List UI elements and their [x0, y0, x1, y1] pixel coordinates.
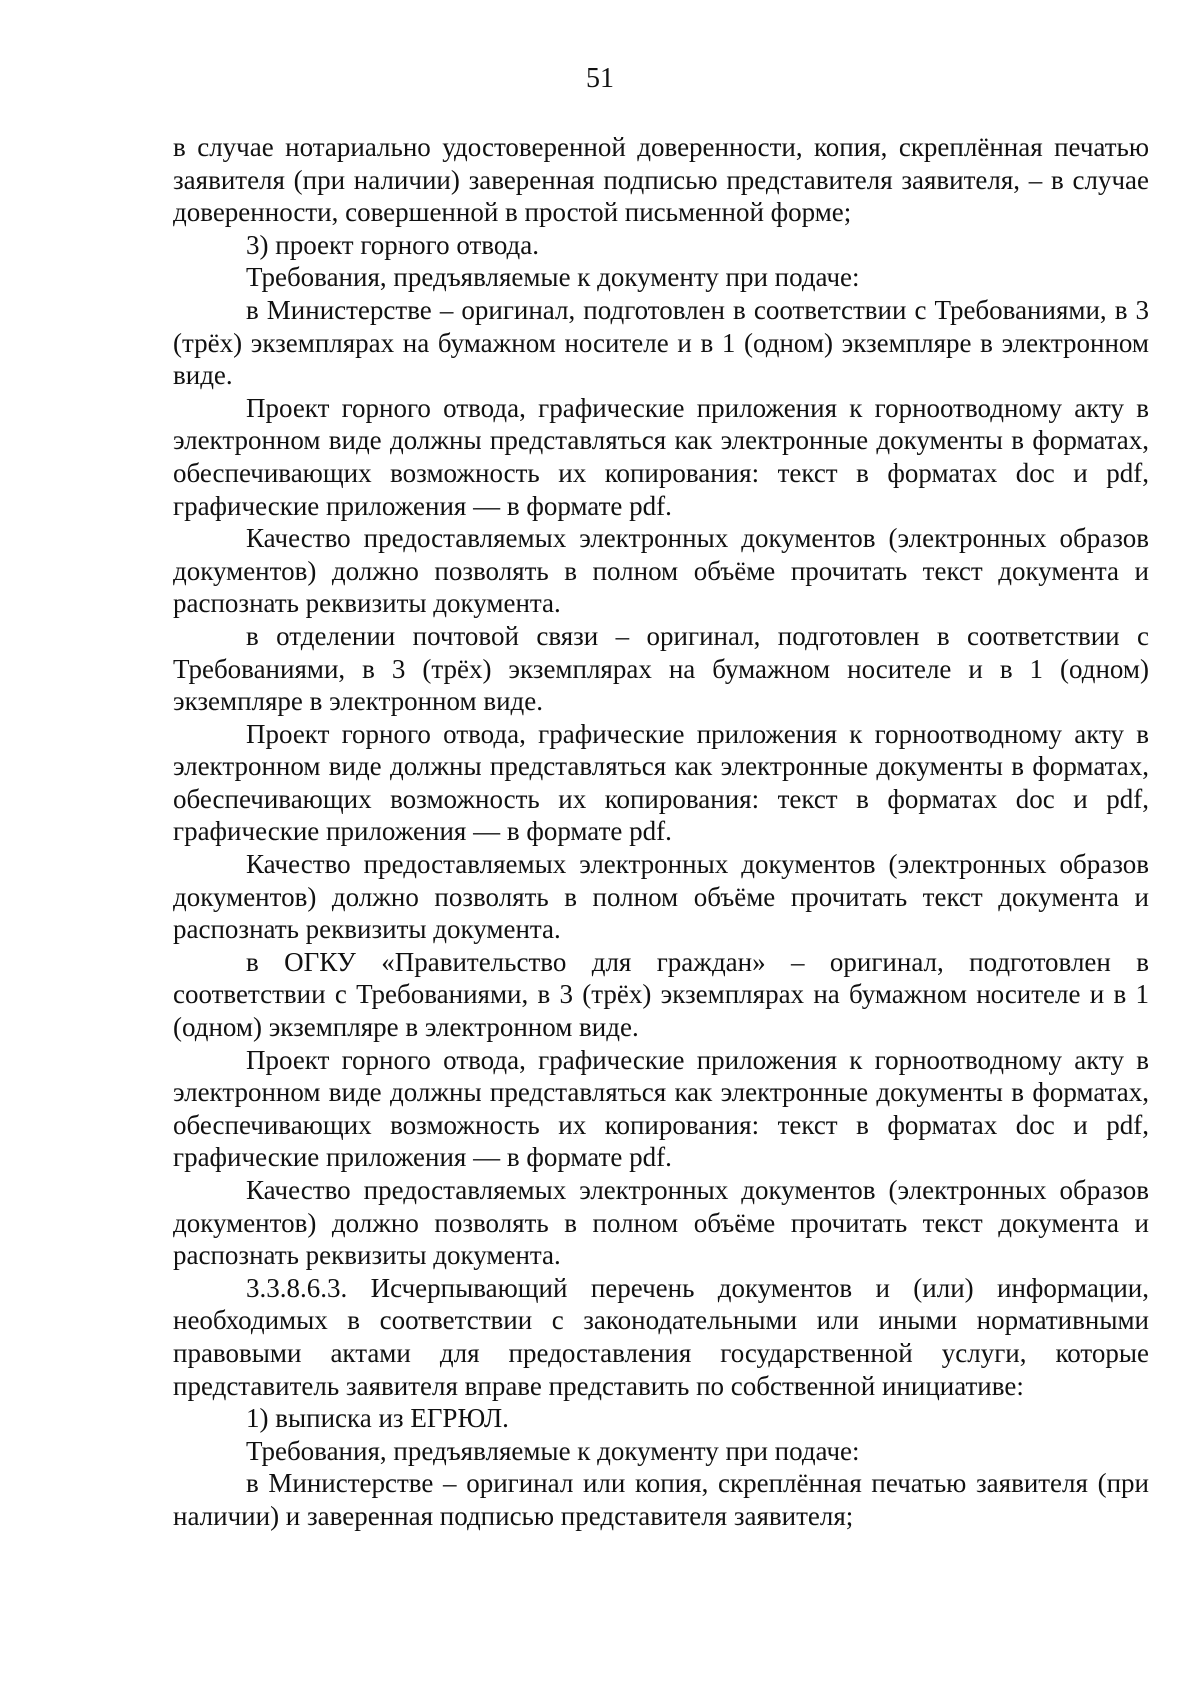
paragraph-item-3: 3) проект горного отвода.	[246, 229, 540, 260]
paragraph-requirements-heading: Требования, предъявляемые к документу при подаче:	[246, 262, 860, 293]
paragraph-ogku-original: в ОГКУ «Правительство для граждан» – оригинал, подготовлен в соответствии с Требованиями, в 3 (трёх) экземплярах на бумажном носителе и в 1 (одном) экземпляре в электронном виде.	[173, 946, 1149, 1043]
paragraph-electronic-formats: Проект горного отвода, графические приложения к горноотводному акту в электронном виде должны представляться как электронные документы в форматах, обеспечивающих возможность их копирования: текст в форматах doc и pdf, графические приложения — в формате pdf.	[173, 718, 1149, 847]
paragraph-section-3-3-8-6-3: 3.3.8.6.3. Исчерпывающий перечень документов и (или) информации, необходимых в соответствии с законодательными или иными нормативными правовыми актами для предоставления государственной услуги, которые представитель заявителя вправе представить по собственной инициативе:	[173, 1272, 1149, 1401]
paragraph-electronic-formats: Проект горного отвода, графические приложения к горноотводному акту в электронном виде должны представляться как электронные документы в форматах, обеспечивающих возможность их копирования: текст в форматах doc и pdf, графические приложения — в формате pdf.	[173, 392, 1149, 521]
paragraph-electronic-formats: Проект горного отвода, графические приложения к горноотводному акту в электронном виде должны представляться как электронные документы в форматах, обеспечивающих возможность их копирования: текст в форматах doc и pdf, графические приложения — в формате pdf.	[173, 1044, 1149, 1173]
paragraph-quality: Качество предоставляемых электронных документов (электронных образов документов) должно позволять в полном объёме прочитать текст документа и распознать реквизиты документа.	[173, 849, 1149, 945]
page-number: 51	[586, 63, 614, 94]
paragraph-ministry-original-or-copy: в Министерстве – оригинал или копия, скреплённая печатью заявителя (при наличии) и заверенная подписью представителя заявителя;	[173, 1468, 1149, 1531]
document-body	[173, 131, 1149, 1533]
paragraph-post-office-original: в отделении почтовой связи – оригинал, подготовлен в соответствии с Требованиями, в 3 (трёх) экземплярах на бумажном носителе и в 1 (одном) экземпляре в электронном виде.	[173, 620, 1149, 717]
paragraph-ministry-original: в Министерстве – оригинал, подготовлен в соответствии с Требованиями, в 3 (трёх) экземплярах на бумажном носителе и в 1 (одном) экземпляре в электронном виде.	[173, 294, 1149, 391]
paragraph-quality: Качество предоставляемых электронных документов (электронных образов документов) должно позволять в полном объёме прочитать текст документа и распознать реквизиты документа.	[173, 523, 1149, 619]
paragraph-egrul-extract: 1) выписка из ЕГРЮЛ.	[246, 1403, 509, 1434]
paragraph-quality: Качество предоставляемых электронных документов (электронных образов документов) должно позволять в полном объёме прочитать текст документа и распознать реквизиты документа.	[173, 1175, 1149, 1271]
paragraph-requirements-heading: Требования, предъявляемые к документу при подаче:	[246, 1435, 860, 1466]
paragraph-notary-copy: в случае нотариально удостоверенной доверенности, копия, скреплённая печатью заявителя (при наличии) заверенная подписью представителя заявителя, – в случае доверенности, совершенной в простой письменной форме;	[173, 132, 1149, 228]
